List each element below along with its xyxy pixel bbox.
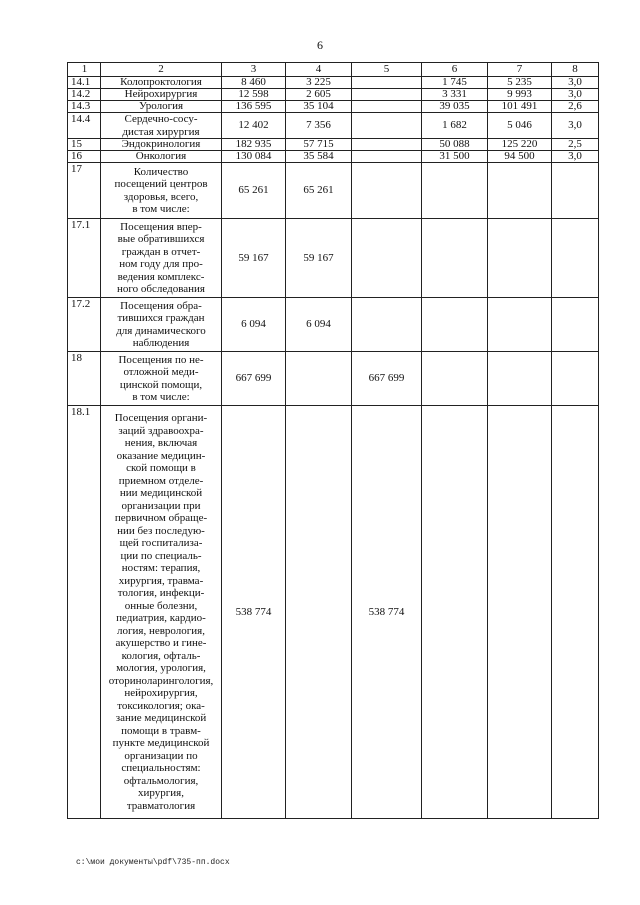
col3-value-cell: 538 774 <box>222 406 286 819</box>
col5-value-cell <box>352 298 422 352</box>
col8-value-cell <box>552 298 599 352</box>
col7-value-cell <box>488 163 552 219</box>
col6-value-cell: 31 500 <box>422 151 488 163</box>
col6-value-cell: 50 088 <box>422 139 488 151</box>
col4-value-cell <box>286 352 352 406</box>
table-row <box>68 163 599 219</box>
table-row <box>68 77 599 89</box>
col8-value-cell: 3,0 <box>552 113 599 139</box>
col4-value-cell: 6 094 <box>286 298 352 352</box>
col8-value-cell: 3,0 <box>552 89 599 101</box>
col8-value-cell <box>552 219 599 298</box>
col6-value-cell: 39 035 <box>422 101 488 113</box>
col5-value-cell: 538 774 <box>352 406 422 819</box>
indicator-name-cell: Сердечно-сосу- дистая хирургия <box>101 113 222 139</box>
col7-value-cell: 94 500 <box>488 151 552 163</box>
col6-value-cell <box>422 163 488 219</box>
row-number-cell: 14.1 <box>68 77 101 89</box>
row-number-cell: 17 <box>68 163 101 219</box>
row-number-cell: 14.2 <box>68 89 101 101</box>
indicator-name-cell: Посещения впер- вые обратившихся граждан в отчет- ном году для про- ведения комплекс- ного обследования <box>101 219 222 298</box>
header-cell: 1 <box>68 63 101 77</box>
col7-value-cell <box>488 406 552 819</box>
col4-value-cell: 57 715 <box>286 139 352 151</box>
col4-value-cell: 7 356 <box>286 113 352 139</box>
header-cell: 5 <box>352 63 422 77</box>
header-cell: 6 <box>422 63 488 77</box>
table-row <box>68 352 599 406</box>
table-row <box>68 113 599 139</box>
table-row <box>68 406 599 819</box>
col5-value-cell <box>352 163 422 219</box>
col4-value-cell <box>286 406 352 819</box>
table-row <box>68 101 599 113</box>
col3-value-cell: 8 460 <box>222 77 286 89</box>
col6-value-cell <box>422 406 488 819</box>
col7-value-cell: 101 491 <box>488 101 552 113</box>
col3-value-cell: 136 595 <box>222 101 286 113</box>
col8-value-cell <box>552 163 599 219</box>
table-row <box>68 151 599 163</box>
indicator-name-cell: Онкология <box>101 151 222 163</box>
page-number: 6 <box>317 38 323 52</box>
col3-value-cell: 182 935 <box>222 139 286 151</box>
row-number-cell: 17.2 <box>68 298 101 352</box>
col7-value-cell: 5 046 <box>488 113 552 139</box>
col5-value-cell <box>352 219 422 298</box>
col3-value-cell: 59 167 <box>222 219 286 298</box>
col8-value-cell: 3,0 <box>552 151 599 163</box>
col7-value-cell: 9 993 <box>488 89 552 101</box>
col6-value-cell: 1 682 <box>422 113 488 139</box>
row-number-cell: 18 <box>68 352 101 406</box>
col6-value-cell: 3 331 <box>422 89 488 101</box>
row-number-cell: 18.1 <box>68 406 101 819</box>
col7-value-cell <box>488 219 552 298</box>
row-number-cell: 14.4 <box>68 113 101 139</box>
col5-value-cell: 667 699 <box>352 352 422 406</box>
table-row <box>68 298 599 352</box>
col7-value-cell <box>488 352 552 406</box>
col8-value-cell: 2,6 <box>552 101 599 113</box>
col6-value-cell <box>422 219 488 298</box>
header-cell: 7 <box>488 63 552 77</box>
header-cell: 8 <box>552 63 599 77</box>
col6-value-cell <box>422 352 488 406</box>
col7-value-cell: 125 220 <box>488 139 552 151</box>
col7-value-cell <box>488 298 552 352</box>
col6-value-cell: 1 745 <box>422 77 488 89</box>
header-cell: 2 <box>101 63 222 77</box>
col8-value-cell: 2,5 <box>552 139 599 151</box>
row-number-cell: 15 <box>68 139 101 151</box>
col6-value-cell <box>422 298 488 352</box>
col4-value-cell: 2 605 <box>286 89 352 101</box>
row-number-cell: 14.3 <box>68 101 101 113</box>
col8-value-cell <box>552 406 599 819</box>
table-row <box>68 139 599 151</box>
indicator-name-cell: Посещения по не- отложной меди- цинской помощи, в том числе: <box>101 352 222 406</box>
indicator-name-cell: Эндокринология <box>101 139 222 151</box>
file-path-footer: c:\мои документы\pdf\735-пп.docx <box>76 858 230 867</box>
col5-value-cell <box>352 113 422 139</box>
row-number-cell: 17.1 <box>68 219 101 298</box>
table-header-row <box>68 63 599 77</box>
col5-value-cell <box>352 139 422 151</box>
col7-value-cell: 5 235 <box>488 77 552 89</box>
col5-value-cell <box>352 89 422 101</box>
col3-value-cell: 130 084 <box>222 151 286 163</box>
col5-value-cell <box>352 101 422 113</box>
col5-value-cell <box>352 77 422 89</box>
header-cell: 4 <box>286 63 352 77</box>
col3-value-cell: 6 094 <box>222 298 286 352</box>
row-number-cell: 16 <box>68 151 101 163</box>
col3-value-cell: 65 261 <box>222 163 286 219</box>
indicator-name-cell: Посещения обра- тившихся граждан для динамического наблюдения <box>101 298 222 352</box>
indicator-name-cell: Посещения органи- заций здравоохра- нения, включая оказание медицин- ской помощи в приемном отделе- нии медицинской организации при первичном обраще- нии без последую- щей госпитализа- ции по специаль- ностям: терапия, хирургия, травма- тология, инфекци- онные болезни, педиатрия, кардио- логия, неврология, акушерство и гине- кология, офталь- мология, урология, оториноларингология, нейрохирургия, токсикология; ока- зание медицинской помощи в травм- пункте медицинской организации по специальностям: офтальмология, хирургия, травматология <box>101 406 222 819</box>
col4-value-cell: 3 225 <box>286 77 352 89</box>
data-table <box>67 62 599 819</box>
indicator-name-cell: Колопроктология <box>101 77 222 89</box>
indicator-name-cell: Нейрохирургия <box>101 89 222 101</box>
col3-value-cell: 12 598 <box>222 89 286 101</box>
indicator-name-cell: Количество посещений центров здоровья, всего, в том числе: <box>101 163 222 219</box>
col4-value-cell: 35 104 <box>286 101 352 113</box>
col4-value-cell: 35 584 <box>286 151 352 163</box>
col8-value-cell <box>552 352 599 406</box>
col5-value-cell <box>352 151 422 163</box>
col3-value-cell: 667 699 <box>222 352 286 406</box>
col4-value-cell: 59 167 <box>286 219 352 298</box>
col8-value-cell: 3,0 <box>552 77 599 89</box>
col3-value-cell: 12 402 <box>222 113 286 139</box>
header-cell: 3 <box>222 63 286 77</box>
table-row <box>68 219 599 298</box>
table-row <box>68 89 599 101</box>
col4-value-cell: 65 261 <box>286 163 352 219</box>
indicator-name-cell: Урология <box>101 101 222 113</box>
